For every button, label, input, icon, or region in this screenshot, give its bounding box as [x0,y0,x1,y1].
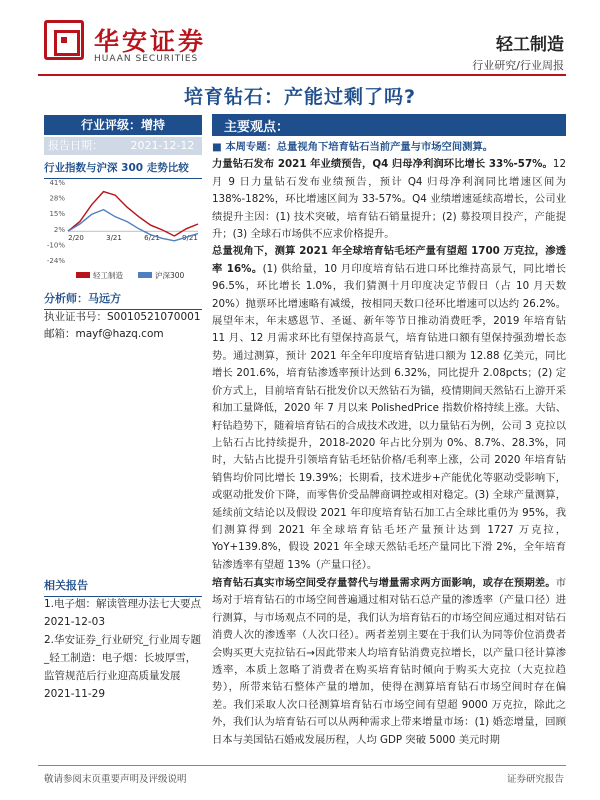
y-tick-label: 41% [49,179,65,187]
paragraph-1 [212,156,566,243]
footer-divider [38,765,566,766]
sector-label: 轻工制造 [496,35,564,55]
rating-badge: 行业评级：增持 [44,115,202,135]
paragraph-2 [212,243,566,574]
logo-text: 华安证券 [94,27,207,56]
x-tick-label: 3/21 [106,234,122,243]
report-date-label: 报告日期： [48,139,103,152]
series-line [68,192,198,236]
logo-mark-icon [44,20,84,60]
index-comparison-chart [40,178,205,288]
analyst-cert: 执业证书号：S0010521070001 [44,311,201,323]
legend-swatch [138,272,152,278]
highlight-line: ■ 本周专题：总量视角下培育钻石当前产量与市场空间测算。 [212,141,494,153]
analyst-title: 分析师：马远方 [44,290,202,310]
logo-english: HUAAN SECURITIES [94,54,199,64]
report-type: 行业研究/行业周报 [472,59,564,72]
related-reports-list [44,595,204,703]
paragraph-1-body: 12 月 9 日力量钻石发布业绩预告，预计 Q4 归母净利润同比增速区间为 138%-182%，环比增速区间为 33-57%。Q4 业绩增速延续高增长，公司业绩提升主因：(1) 技术突破，培育钻石销量提升；(2) 募投项目投产，产能提升；(3) 全球石市场供不应求价格提升。 [212,158,566,241]
paragraph-2-body: (1) 供给量，10 月印度培育钻石进口环比维持高景气，同比增长 96.5%，环比增长 1.0%，我们猜测十月印度决定节假日（占 10 月天数 20%）抛票环比增速略有减缓，按相同天数口径环比增速可以达约 26.2%。展望年末，年末感恩节、圣诞、新年等节日推动消费旺季，2019 年培育钻 11 月、12 月需求环比有望保持高景气，培育钻进口额有望保持强劲增长态势。通过测算，预计 2021 年全年印度培育钻进口额为 12.88 亿美元，同比增长 201.6%，培育钻渗透率预计达到 6.32%，同比提升 2.08pcts；(2) 定价方式上，目前培育钻石批发价以天然钻石为锚，疫情期间天然钻石上游开采和加工量降低，2020 年 7 月以来 PolishedPrice 指数价格持续上涨。大钻、籽钻趋势下，随着培育钻石的合成技术改进，以力量钻石为例，公司 3 克拉以上钻石占比持续提升，2018-2020 年占比分别为 0%、8.7%、28.3%，同时，大钻占比提升引领培育钻毛坯钻价格/毛利率上涨，公司 2020 年培育钻销售均价同比增长 19.39%；长期看，技术进步+产能优化等驱动受影响下，或驱动批发价下降，而零售价受品牌商调控或相对稳定。(3) 全球产量测算，延续前文结论以及假设 2021 年印度培育钻石加工占全球比重仍为 95%，我们测算得到 2021 年全球培育钻毛坯产量预计达到 1727 万克拉，YoY+139.8%，假设 2021 年全球天然钻毛坯产量同比下滑 2%，全年培育钻渗透率有望超 13%（产量口径）。 [212,262,567,571]
page-title: 培育钻石：产能过剩了吗? [183,86,417,108]
footer-label: 证券研究报告 [506,774,564,785]
header-divider [38,74,566,76]
series-line [68,210,198,241]
legend-label: 轻工制造 [93,271,123,280]
main-body-continued [212,575,566,749]
paragraph-3-lead: 培育钻石真实市场空间受存量替代与增量需求两方面影响，或存在预期差。 [212,577,556,589]
paragraph-3 [212,575,566,749]
y-tick-label: 2% [53,225,65,234]
legend-label: 沪深300 [155,271,185,280]
related-report-item[interactable]: 2.华安证券_行业研究_行业周专题_轻工制造：电子烟：长坡厚雪，监管规范后行业迎高质量发展 2021-11-29 [44,634,202,700]
chart-title: 行业指数与沪深 300 走势比较 [44,160,202,179]
paragraph-3-body: 市场对于培育钻石的市场空间普遍通过相对钻石总产量的渗透率（产量口径）进行测算，与市场观点不同的是，我们认为培育钻石的市场空间应通过相对钻石消费人次的渗透率（人次口径）。两者差别主要在于我们认为同等价位消费者会购买更大克拉钻石→因此带来人均培育钻消费克拉增长，以产量口径计算渗透率，本质上忽略了消费者在购买培育钻时倾向于购买大克拉（大克拉趋势），所带来钻石整体产量的增加，使得在测算培育钻石市场空间时存在偏差。我们采取人次口径测算培育钻石市场空间有望超 9000 万克拉，除此之外，我们认为培育钻石可以从两种需求上带来增量市场：(1) 婚恋增量，回顾日本与美国钻石婚戒发展历程，人均 GDP 突破 5000 美元时期 [212,577,566,746]
y-tick-label: 28% [49,194,65,203]
y-tick-label: -24% [46,257,65,265]
footer-disclaimer: 敬请参阅末页重要声明及评级说明 [44,774,187,785]
x-tick-label: 6/21 [144,234,160,243]
x-tick-label: 2/20 [68,234,84,243]
main-body [212,139,566,574]
main-points-header [212,114,566,136]
y-tick-label: -10% [46,241,65,250]
main-points-label: 主要观点： [224,120,290,135]
paragraph-2-lead: 总量视角下，测算 2021 年全球培育钻毛坯产量有望超 1700 万克拉，渗透率 16%。 [212,245,566,275]
related-report-item[interactable]: 1.电子烟：解读管理办法七大要点 2021-12-03 [44,598,202,628]
x-tick-label: 9/21 [182,234,198,243]
related-reports-title: 相关报告 [44,577,202,597]
legend-swatch [76,272,90,278]
y-tick-label: 15% [49,210,65,219]
analyst-email[interactable]: 邮箱：mayf@hazq.com [44,328,164,340]
report-date-value: 2021-12-12 [130,139,195,152]
report-date [44,137,202,155]
paragraph-1-lead: 力量钻石发布 2021 年业绩预告，Q4 归母净利润环比增长 33%-57%。 [212,158,553,171]
